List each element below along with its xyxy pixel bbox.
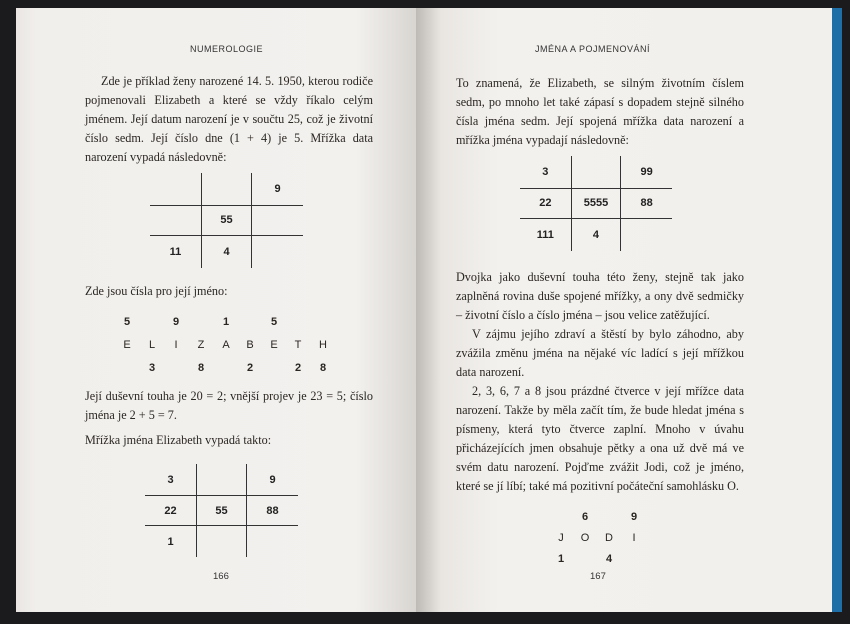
page-number-left: 166: [213, 571, 229, 582]
running-header-left: NUMEROLOGIE: [190, 44, 264, 54]
paragraph: Dvojka jako duševní touha této ženy, stejně tak jako zaplněná rovina duše spojené mřížky, a ony dvě sedmičky – životní číslo a číslo jména – jsou velice zatěžující. V zájmu jejího zdraví a štěstí by bylo záhodno, aby zvážila změnu jména na nějaké víc ladící s její mřížkou data narození. 2, 3, 6, 7 a 8 jsou prázdné čtverce v její mřížce data narození. Takže by měla začít tím, že bude hledat jména s písmeny, která tyto čtverce zaplní. Mnoho v úvahu přicházejících jmen obsahuje pětky a ona už dvě má ve svém datu narození. Pojďme zvážit Jodi, což je jméno, které se jí líbí; také má pozitivní počáteční samohlásku O.: [456, 270, 744, 493]
grid-cell: [571, 156, 622, 188]
grid-cell: [196, 464, 247, 495]
grid-cell: 111: [536, 229, 554, 242]
paragraph: Mřížka jména Elizabeth vypadá takto:: [85, 433, 272, 447]
name-letter: J: [558, 532, 564, 544]
grid-cell: 99: [640, 165, 653, 178]
name-letter: B: [246, 339, 254, 351]
vowel-number: 1: [222, 316, 230, 328]
grid-cell: [201, 173, 252, 205]
vowel-number: 6: [581, 511, 589, 523]
name-letter: I: [632, 532, 636, 544]
consonant-number: 4: [605, 553, 613, 565]
name-letter: L: [148, 339, 156, 351]
book-cover-edge: [832, 8, 842, 612]
grid-cell: 88: [247, 495, 298, 526]
grid-cell: 3: [167, 473, 174, 486]
consonant-number: 1: [557, 553, 565, 565]
grid-cell: 3: [542, 165, 549, 178]
grid-cell: [252, 205, 303, 237]
name-numbers-jodi: [456, 510, 744, 570]
name-letter: A: [222, 339, 230, 351]
grid-cell: 55: [201, 205, 252, 237]
consonant-number: 8: [319, 362, 327, 374]
name-letter: Z: [197, 339, 205, 351]
name-numbers-elizabeth: [85, 315, 373, 377]
right-page-content: [456, 74, 744, 570]
name-letter: H: [319, 339, 327, 351]
paragraph: Její duševní touha je 20 = 2; vnější projev je 23 = 5; číslo jména je 2 + 5 = 7.: [85, 389, 373, 422]
grid-cell: 9: [274, 182, 281, 195]
grid-cell: 4: [571, 219, 622, 251]
name-letter: I: [174, 339, 178, 351]
grid-cell: 4: [201, 236, 252, 268]
consonant-number: 3: [148, 362, 156, 374]
consonant-number: 2: [246, 362, 254, 374]
page-number-right: 167: [590, 571, 606, 582]
grid-cell: 22: [520, 188, 571, 220]
grid-cell: [252, 236, 303, 268]
grid-cell: 22: [145, 495, 196, 526]
grid-cell: [247, 526, 298, 557]
paragraph: Zde jsou čísla pro její jméno:: [85, 284, 228, 298]
paragraph: To znamená, že Elizabeth, se silným životním číslem sedm, po mnoho let také zápasí s dopadem stejně silného čísla jména sedm. Její spojená mřížka data narození a mřížka jména vypadají následovně:: [456, 76, 744, 147]
name-letter: T: [294, 339, 302, 351]
name-letter: E: [270, 339, 278, 351]
left-page-content: [85, 72, 373, 557]
grid-cell: 1: [167, 535, 174, 548]
grid-cell: 5555: [571, 188, 622, 220]
vowel-number: 5: [123, 316, 131, 328]
grid-cell: 9: [269, 473, 276, 486]
name-grid: [145, 464, 298, 557]
running-header-right: JMÉNA A POJMENOVÁNÍ: [535, 44, 651, 54]
vowel-number: 5: [270, 316, 278, 328]
name-letter: D: [605, 532, 613, 544]
paragraph: Zde je příklad ženy narozené 14. 5. 1950, kterou rodiče pojmenovali Elizabeth a které se vždy říkalo celým jménem. Její datum narození je v součtu 25, což je životní číslo sedm. Její číslo dne (1 + 4) je 5. Mřížka data narození vypadá následovně:: [85, 74, 373, 164]
grid-cell: [621, 219, 672, 251]
name-letter: E: [123, 339, 131, 351]
vowel-number: 9: [172, 316, 180, 328]
grid-cell: [196, 526, 247, 557]
combined-grid: [520, 156, 672, 251]
consonant-number: 8: [197, 362, 205, 374]
grid-cell: [150, 173, 201, 205]
grid-cell: 88: [621, 188, 672, 220]
grid-cell: 55: [196, 495, 247, 526]
grid-cell: [150, 205, 201, 237]
consonant-number: 2: [294, 362, 302, 374]
vowel-number: 9: [630, 511, 638, 523]
grid-cell: 11: [169, 246, 182, 259]
birth-date-grid: [150, 173, 303, 268]
name-letter: O: [580, 532, 590, 544]
